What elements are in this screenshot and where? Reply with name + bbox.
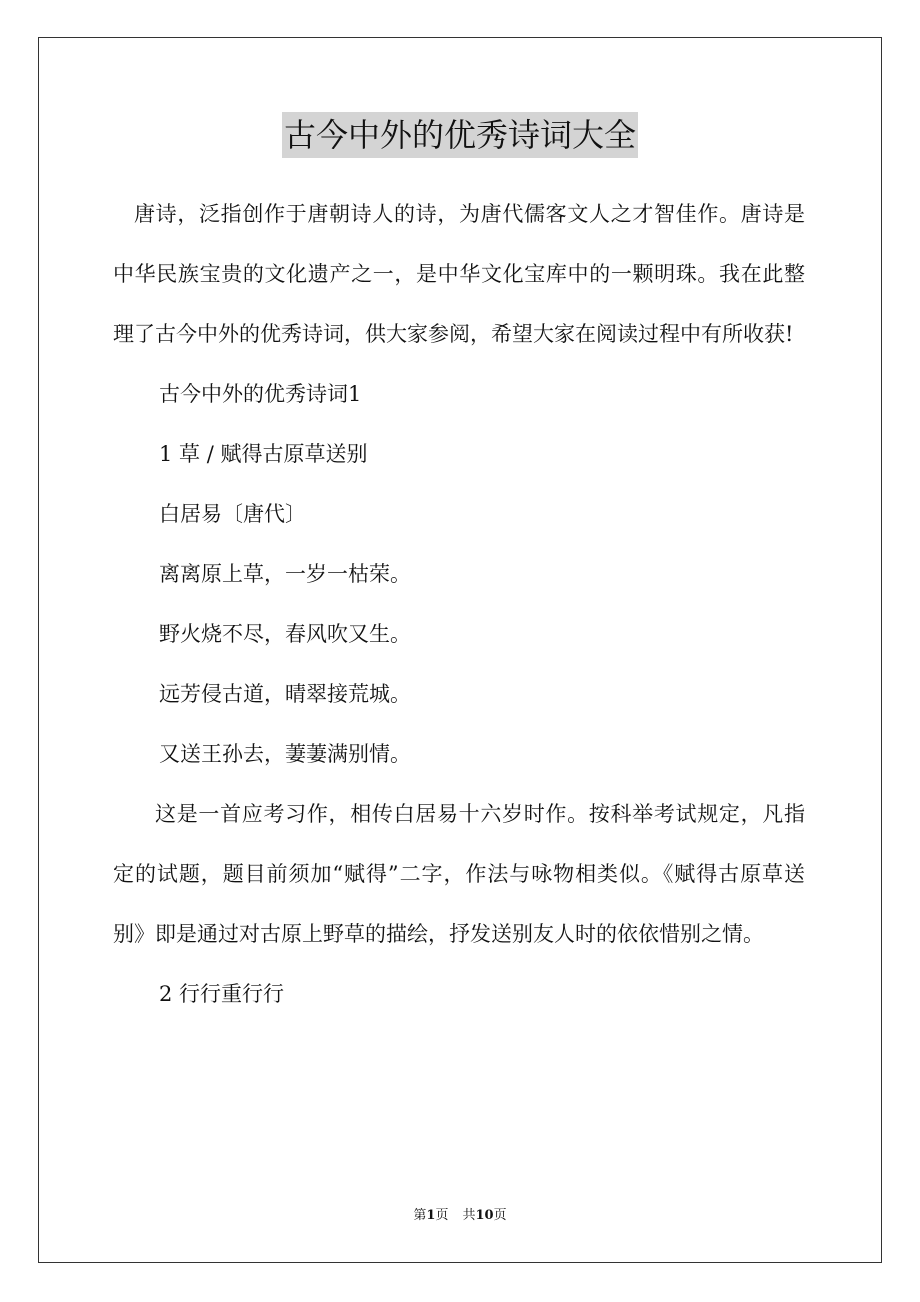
footer-page-suffix: 页	[435, 1208, 449, 1223]
title-container	[0, 112, 920, 158]
document-title: 古今中外的优秀诗词大全	[282, 112, 638, 158]
footer-page-prefix: 第	[413, 1208, 427, 1223]
poem-line: 野火烧不尽，春风吹又生。	[159, 622, 411, 646]
intro-paragraph: 唐诗，泛指创作于唐朝诗人的诗，为唐代儒客文人之才智佳作。唐诗是中华民族宝贵的文化遗产之一，是中华文化宝库中的一颗明珠。我在此整理了古今中外的优秀诗词，供大家参阅，希望大家在阅读过程中有所收获!	[113, 202, 805, 346]
page-footer	[0, 1208, 920, 1224]
poem-heading: 1 草 / 赋得古原草送别	[159, 442, 368, 466]
section-heading: 古今中外的优秀诗词1	[159, 382, 362, 406]
commentary-paragraph: 这是一首应考习作，相传白居易十六岁时作。按科举考试规定，凡指定的试题，题目前须加“赋得”二字，作法与咏物相类似。《赋得古原草送别》即是通过对古原上野草的描绘，抒发送别友人时的依依惜别之情。	[113, 802, 805, 946]
poem-author: 白居易〔唐代〕	[159, 502, 306, 526]
poem-line: 离离原上草，一岁一枯荣。	[159, 562, 411, 586]
document-body	[113, 184, 805, 1024]
footer-total-pages: 10	[475, 1208, 494, 1223]
footer-total-prefix: 共	[462, 1208, 476, 1223]
poem-line: 又送王孙去，萋萋满别情。	[159, 742, 411, 766]
poem-heading: 2 行行重行行	[159, 982, 285, 1006]
footer-page-number: 1	[426, 1208, 436, 1223]
poem-line: 远芳侵古道，晴翠接荒城。	[159, 682, 411, 706]
footer-total-suffix: 页	[493, 1208, 507, 1223]
